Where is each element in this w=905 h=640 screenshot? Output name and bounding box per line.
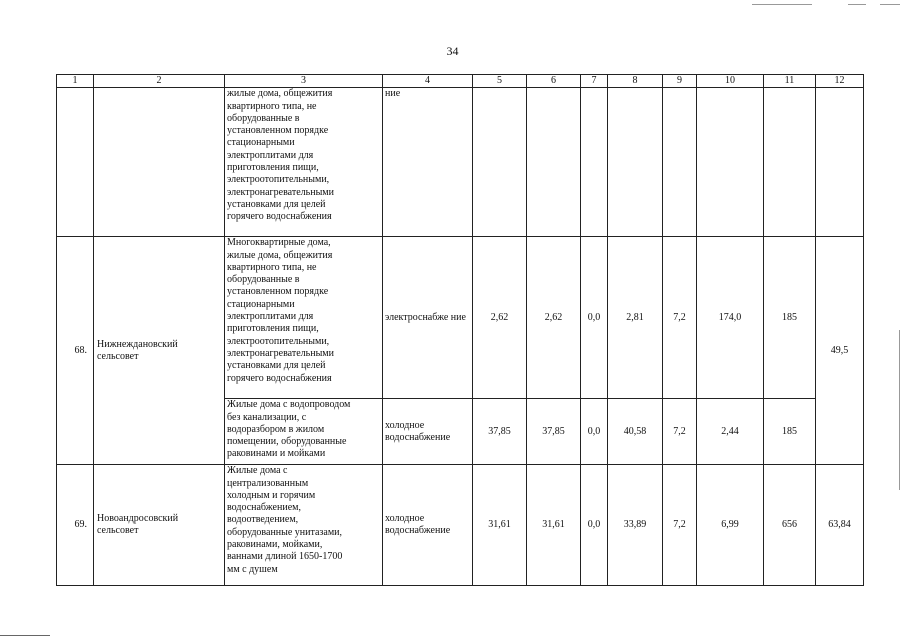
category-line: без канализации, с: [227, 411, 307, 423]
category-line: установками для целей: [227, 360, 326, 372]
category-line: приготовления пищи,: [227, 162, 319, 174]
value-cell: 2,81: [608, 237, 663, 399]
category-line: установленном порядке: [227, 125, 329, 137]
category-line: Жилые дома с водопроводом: [227, 399, 351, 411]
continuation-row: [57, 88, 864, 237]
category-line: электроотопительными,: [227, 335, 330, 347]
scan-artifact-top-right: [752, 4, 812, 5]
value-cell: 63,84: [816, 465, 864, 586]
header-cell: 12: [816, 75, 864, 88]
category-line: жилые дома, общежития: [227, 249, 333, 261]
value-cell: 37,85: [527, 399, 581, 465]
value-cell: 31,61: [527, 465, 581, 586]
value-cell: 7,2: [663, 399, 697, 465]
scan-artifact-top-right: [880, 4, 900, 5]
header-cell: 4: [383, 75, 473, 88]
category-line: водоразбором в жилом: [227, 423, 325, 435]
category-line: горячего водоснабжения: [227, 211, 332, 223]
category-cell: [225, 88, 383, 237]
value-cell: 7,2: [663, 237, 697, 399]
category-line: мм с душем: [227, 563, 278, 575]
category-line: жилые дома, общежития: [227, 88, 333, 100]
category-line: установленном порядке: [227, 286, 329, 298]
category-line: централизованным: [227, 477, 309, 489]
category-line: Жилые дома с: [227, 465, 288, 477]
service-cell: холодное водоснабжение: [383, 399, 473, 465]
row-69: [57, 465, 864, 586]
settlement-name: Новоандросовский сельсовет: [94, 465, 225, 586]
header-cell: 11: [764, 75, 816, 88]
header-cell: 6: [527, 75, 581, 88]
scan-artifact-bottom-left: [0, 635, 50, 636]
value-cell: 40,58: [608, 399, 663, 465]
header-cell: 7: [581, 75, 608, 88]
header-cell: 3: [225, 75, 383, 88]
category-line: квартирного типа, не: [227, 100, 317, 112]
scan-artifact-right-edge: [899, 330, 900, 490]
header-cell: 8: [608, 75, 663, 88]
value-cell: 174,0: [697, 237, 764, 399]
category-cell: [225, 399, 383, 465]
row-number: 69.: [57, 465, 94, 586]
service-cell: электроснабже ние: [383, 237, 473, 399]
category-line: раковинами, мойками,: [227, 539, 323, 551]
service-cell: холодное водоснабжение: [383, 465, 473, 586]
category-line: холодным и горячим: [227, 489, 316, 501]
value-cell: 7,2: [663, 465, 697, 586]
value-cell: 37,85: [473, 399, 527, 465]
category-line: установками для целей: [227, 198, 326, 210]
category-line: стационарными: [227, 298, 295, 310]
category-line: квартирного типа, не: [227, 261, 317, 273]
value-cell: 185: [764, 237, 816, 399]
category-line: оборудованные унитазами,: [227, 526, 343, 538]
value-cell: 49,5: [816, 237, 864, 465]
category-line: электроплитами для: [227, 149, 314, 161]
value-cell: 0,0: [581, 399, 608, 465]
category-line: Многоквартирные дома,: [227, 237, 331, 249]
header-cell: 5: [473, 75, 527, 88]
service-cell: ние: [383, 88, 473, 237]
category-line: оборудованные в: [227, 274, 300, 286]
category-line: водоснабжением,: [227, 502, 301, 514]
category-cell: [225, 465, 383, 586]
category-line: стационарными: [227, 137, 295, 149]
header-cell: 9: [663, 75, 697, 88]
value-cell: 6,99: [697, 465, 764, 586]
category-line: горячего водоснабжения: [227, 372, 332, 384]
header-cell: 10: [697, 75, 764, 88]
category-cell: [225, 237, 383, 399]
value-cell: 656: [764, 465, 816, 586]
page-number: 34: [446, 44, 459, 58]
value-cell: 2,44: [697, 399, 764, 465]
category-line: приготовления пищи,: [227, 323, 319, 335]
category-line: электроотопительными,: [227, 174, 330, 186]
header-cell: 1: [57, 75, 94, 88]
scan-artifact-top-right: [848, 4, 866, 5]
category-line: помещении, оборудованные: [227, 436, 347, 448]
category-line: ваннами длиной 1650-1700: [227, 551, 343, 563]
row-number: 68.: [57, 237, 94, 465]
header-cell: 2: [94, 75, 225, 88]
tariff-table: [56, 74, 864, 586]
value-cell: 31,61: [473, 465, 527, 586]
value-cell: 0,0: [581, 237, 608, 399]
settlement-name: Нижнеждановский сельсовет: [94, 237, 225, 465]
value-cell: 2,62: [527, 237, 581, 399]
category-line: водоотведением,: [227, 514, 299, 526]
category-line: оборудованные в: [227, 112, 300, 124]
category-line: электроплитами для: [227, 311, 314, 323]
category-line: электронагревательными: [227, 347, 334, 359]
value-cell: 185: [764, 399, 816, 465]
category-line: электронагревательными: [227, 186, 334, 198]
value-cell: 2,62: [473, 237, 527, 399]
category-line: раковинами и мойками: [227, 448, 326, 460]
value-cell: 0,0: [581, 465, 608, 586]
value-cell: 33,89: [608, 465, 663, 586]
row-68a: [57, 237, 864, 399]
column-number-row: [57, 75, 864, 88]
